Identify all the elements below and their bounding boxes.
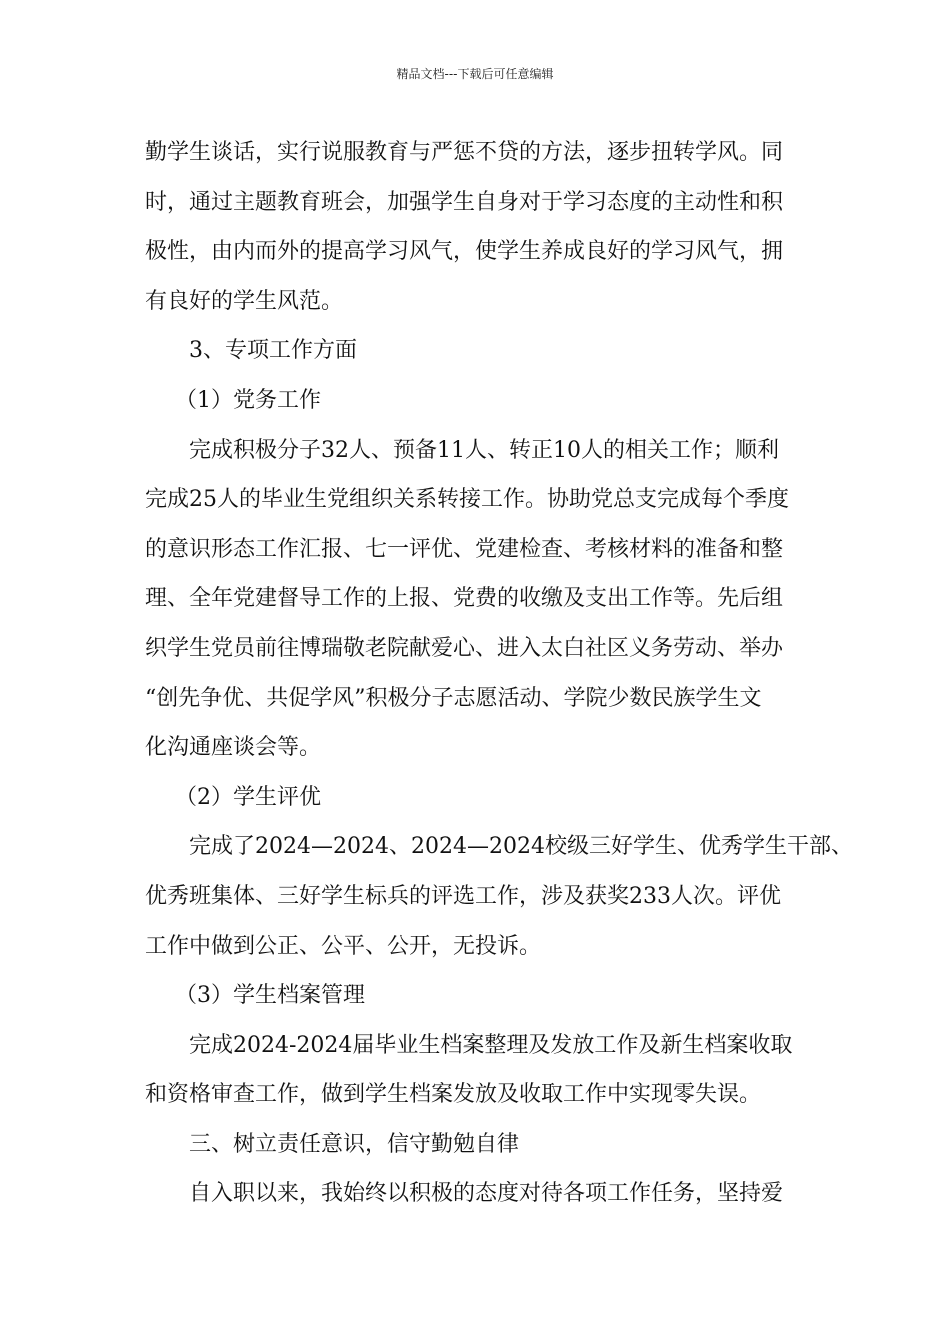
- body-line: 完成了2024—2024、2024—2024校级三好学生、优秀学生干部、: [189, 834, 853, 860]
- body-line: 勤学生谈话，实行说服教育与严惩不贷的方法，逐步扭转学风。同: [145, 140, 784, 165]
- body-line: 理、全年党建督导工作的上报、党费的收缴及支出工作等。先后组: [145, 586, 784, 612]
- body-line: 完成2024-2024届毕业生档案整理及发放工作及新生档案收取: [189, 1032, 793, 1058]
- subsection-heading: （3）学生档案管理: [175, 983, 365, 1009]
- body-line: 时，通过主题教育班会，加强学生自身对于学习态度的主动性和积: [145, 189, 784, 215]
- body-line: 极性，由内而外的提高学习风气，使学生养成良好的学习风气，拥: [145, 239, 784, 265]
- body-line: 化沟通座谈会等。: [145, 735, 322, 761]
- body-line: 的意识形态工作汇报、七一评优、党建检查、考核材料的准备和整: [145, 536, 784, 562]
- body-line: 完成积极分子32人、预备11人、转正10人的相关工作；顺利: [189, 437, 779, 463]
- body-line: 完成25人的毕业生党组织关系转接工作。协助党总支完成每个季度: [145, 487, 789, 513]
- page-header: 精品文档---下载后可任意编辑: [396, 67, 554, 81]
- body-line: 自入职以来，我始终以积极的态度对待各项工作任务，坚持爱: [189, 1181, 784, 1207]
- body-line: 优秀班集体、三好学生标兵的评选工作，涉及获奖233人次。评优: [145, 883, 781, 909]
- section-heading: 三、树立责任意识，信守勤勉自律: [189, 1131, 520, 1157]
- subsection-heading: （1）党务工作: [175, 387, 321, 413]
- subsection-heading: （2）学生评优: [175, 784, 321, 810]
- document-body: [145, 128, 853, 1219]
- section-heading: 3、专项工作方面: [189, 338, 357, 364]
- body-line: 织学生党员前往博瑞敬老院献爱心、进入太白社区义务劳动、举办: [145, 635, 784, 661]
- body-line: 工作中做到公正、公平、公开，无投诉。: [145, 933, 542, 959]
- body-line: “创先争优、共促学风”积极分子志愿活动、学院少数民族学生文: [145, 685, 762, 711]
- body-line: 有良好的学生风范。: [145, 288, 344, 314]
- body-line: 和资格审查工作，做到学生档案发放及收取工作中实现零失误。: [145, 1082, 762, 1108]
